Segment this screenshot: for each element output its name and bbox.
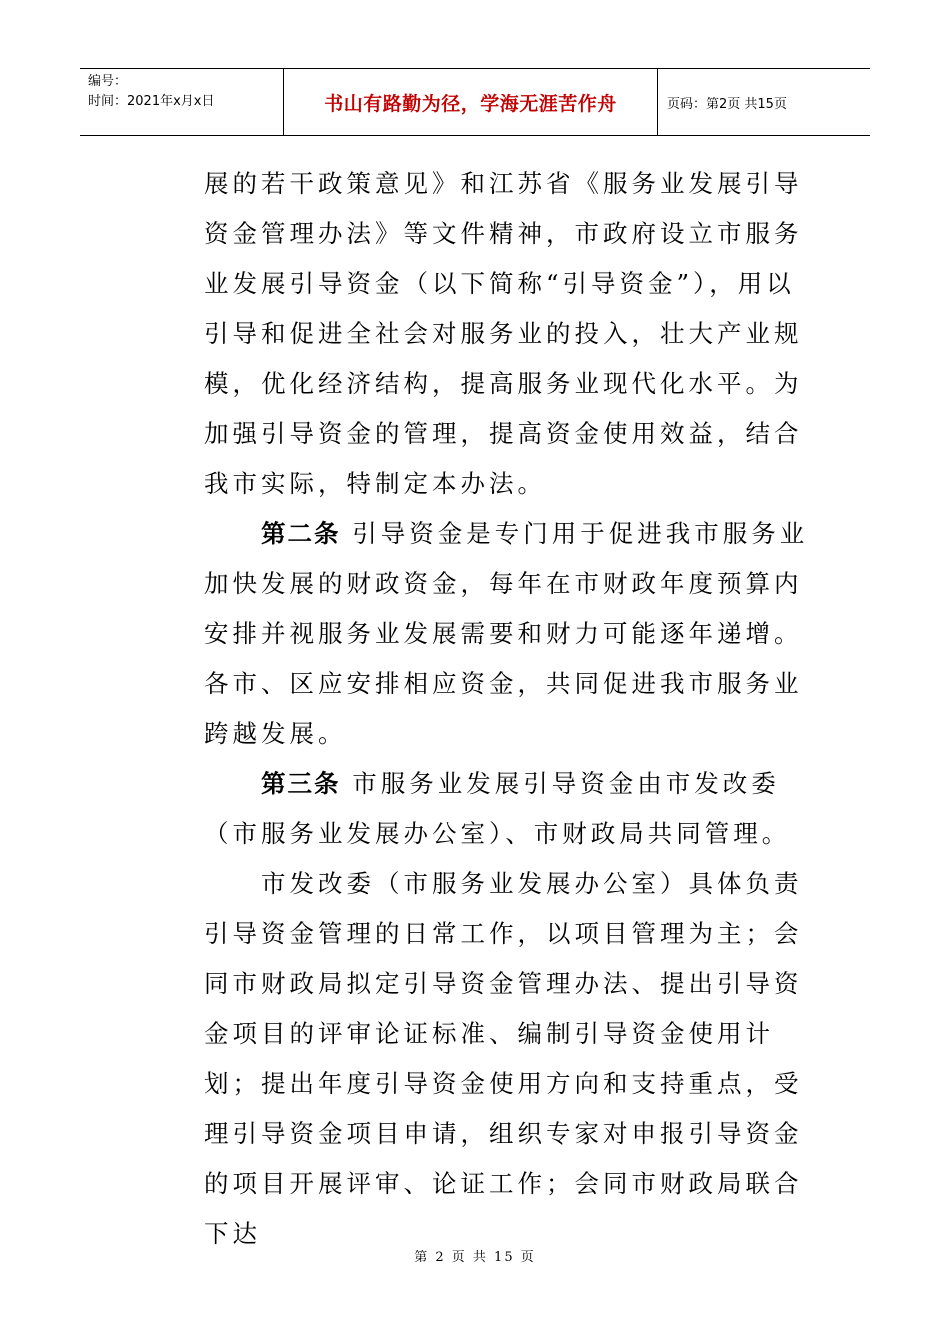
document-number-label: 编号： [88, 74, 128, 89]
document-body [204, 159, 812, 1259]
header-meta [80, 69, 284, 135]
page-footer: 第 2 页 共 15 页 [414, 1250, 536, 1265]
header-page-info: 页码：第2页 共15页 [667, 96, 787, 112]
page-header [80, 68, 870, 136]
article-2-title: 第二条 [261, 519, 341, 548]
article-gap [341, 519, 353, 548]
article-gap [341, 769, 353, 798]
article-3-text: 市服务业发展引导资金由市发改委（市服务业发展办公室）、市财政局共同管理。 [204, 769, 791, 848]
paragraph-responsibilities: 市发改委（市服务业发展办公室）具体负责引导资金管理的日常工作，以项目管理为主；会同市财政局拟定引导资金管理办法、提出引导资金项目的评审论证标准、编制引导资金使用计划；提出年度引导资金使用方向和支持重点，受理引导资金项目申请，组织专家对申报引导资金的项目开展评审、论证工作；会同市财政局联合下达 [204, 869, 803, 1248]
header-motto: 书山有路勤为径，学海无涯苦作舟 [284, 69, 658, 135]
article-3-title: 第三条 [261, 769, 341, 798]
paragraph-continued: 展的若干政策意见》和江苏省《服务业发展引导资金管理办法》等文件精神，市政府设立市服务业发展引导资金（以下简称“引导资金”），用以引导和促进全社会对服务业的投入，壮大产业规模，优化经济结构，提高服务业现代化水平。为加强引导资金的管理，提高资金使用效益，结合我市实际，特制定本办法。 [204, 169, 803, 498]
article-2-paragraph [204, 509, 812, 759]
document-time-label: 时间：2021年x月x日 [88, 94, 215, 109]
article-3-paragraph [204, 759, 812, 859]
article-2-text: 引导资金是专门用于促进我市服务业加快发展的财政资金，每年在市财政年度预算内安排并视服务业发展需要和财力可能逐年递增。各市、区应安排相应资金，共同促进我市服务业跨越发展。 [204, 519, 809, 748]
